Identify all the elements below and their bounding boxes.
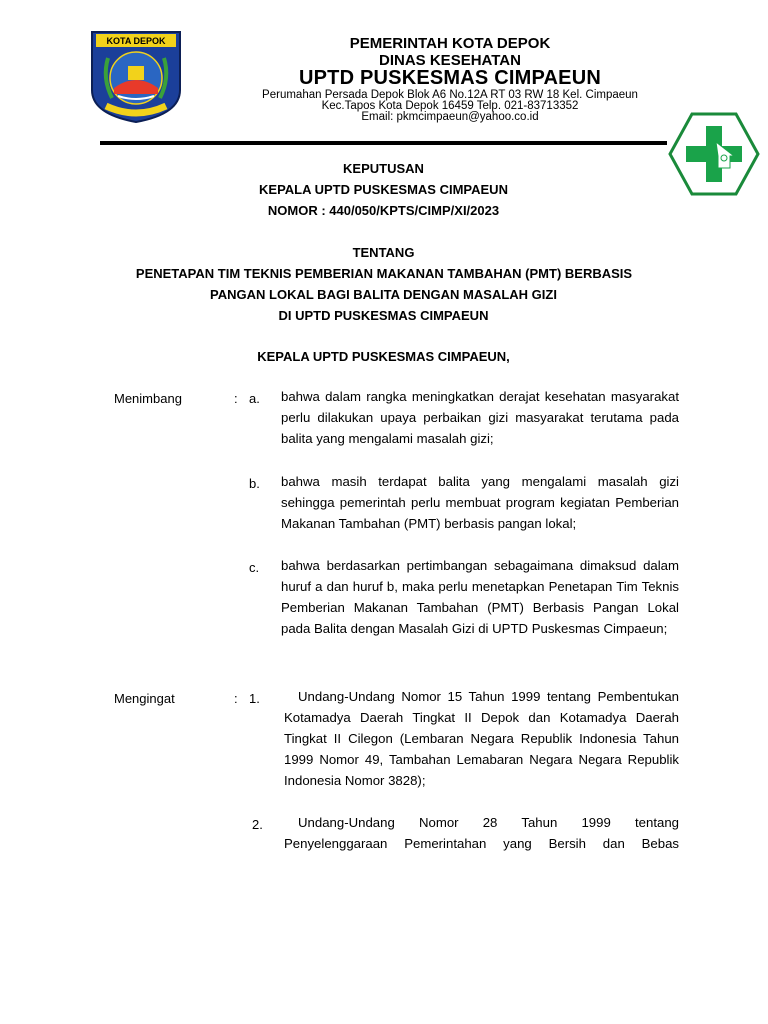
menimbang-item-a: bahwa dalam rangka meningkatkan derajat kesehatan masyarakat perlu dilakukan upaya perbaikan gizi masyarakat terutama pada balita yang mengalami masalah gizi; <box>281 389 679 446</box>
mengingat-item-1: Undang-Undang Nomor 15 Tahun 1999 tentang Pembentukan Kotamadya Daerah Tingkat II Depok dan Kotamadya Daerah Tingkat II Cilegon (Lembaran Negara Republik Indonesia Tahun 1999 Nomor 49, Tambahan Lemabaran Negara Negara Republik Indonesia Nomor 3828); <box>284 689 679 788</box>
decree-issuer-heading: KEPALA UPTD PUSKESMAS CIMPAEUN <box>259 182 508 197</box>
kota-depok-emblem <box>88 28 184 124</box>
menimbang-marker-a: a. <box>249 391 260 406</box>
subject-line-2: PANGAN LOKAL BAGI BALITA DENGAN MASALAH GIZI <box>210 287 557 302</box>
address-line-2: Kec.Tapos Kota Depok 16459 Telp. 021-83713352 <box>321 100 579 112</box>
menimbang-item-c: bahwa berdasarkan pertimbangan sebagaimana dimaksud dalam huruf a dan huruf b, maka perlu menetapkan Penetapan Tim Teknis Pemberian Makanan Tambahan (PMT) Berbasis Pangan Lokal pada Balita dengan Masalah Gizi di UPTD Puskesmas Cimpaeun; <box>281 558 679 636</box>
mengingat-item-2: Undang-Undang Nomor 28 Tahun 1999 tentang Penyelenggaraan Pemerintahan yang Bersih dan Bebas <box>284 815 679 851</box>
menimbang-label: Menimbang <box>114 391 182 406</box>
subject-line-3: DI UPTD PUSKESMAS CIMPAEUN <box>278 308 489 323</box>
mengingat-label: Mengingat <box>114 691 175 706</box>
menimbang-item-b: bahwa masih terdapat balita yang mengalami masalah gizi sehingga pemerintah perlu membuat program kegiatan Pemberian Makanan Tambahan (PMT) berbasis pangan lokal; <box>281 474 679 531</box>
issuer-statement: KEPALA UPTD PUSKESMAS CIMPAEUN, <box>257 349 510 364</box>
emblem-title-text: KOTA DEPOK <box>106 36 166 46</box>
letterhead-divider <box>100 141 667 145</box>
decree-heading: KEPUTUSAN <box>343 161 424 176</box>
unit-name: UPTD PUSKESMAS CIMPAEUN <box>298 67 602 89</box>
government-name: PEMERINTAH KOTA DEPOK <box>349 35 551 52</box>
menimbang-colon: : <box>234 391 238 406</box>
decree-number: NOMOR : 440/050/KPTS/CIMP/XI/2023 <box>267 203 500 218</box>
mengingat-marker-2: 2. <box>252 817 263 832</box>
mengingat-colon: : <box>234 691 238 706</box>
subject-heading: TENTANG <box>352 245 415 260</box>
department-name: DINAS KESEHATAN <box>379 52 521 69</box>
subject-line-1: PENETAPAN TIM TEKNIS PEMBERIAN MAKANAN TAMBAHAN (PMT) BERBASIS <box>135 266 633 281</box>
mengingat-marker-1: 1. <box>249 691 260 706</box>
menimbang-marker-b: b. <box>249 476 260 491</box>
menimbang-marker-c: c. <box>249 560 260 575</box>
email-line: Email: pkmcimpaeun@yahoo.co.id <box>361 111 539 123</box>
address-line-1: Perumahan Persada Depok Blok A6 No.12A RT 03 RW 18 Kel. Cimpaeun <box>262 89 638 101</box>
puskesmas-logo-icon <box>668 112 760 196</box>
